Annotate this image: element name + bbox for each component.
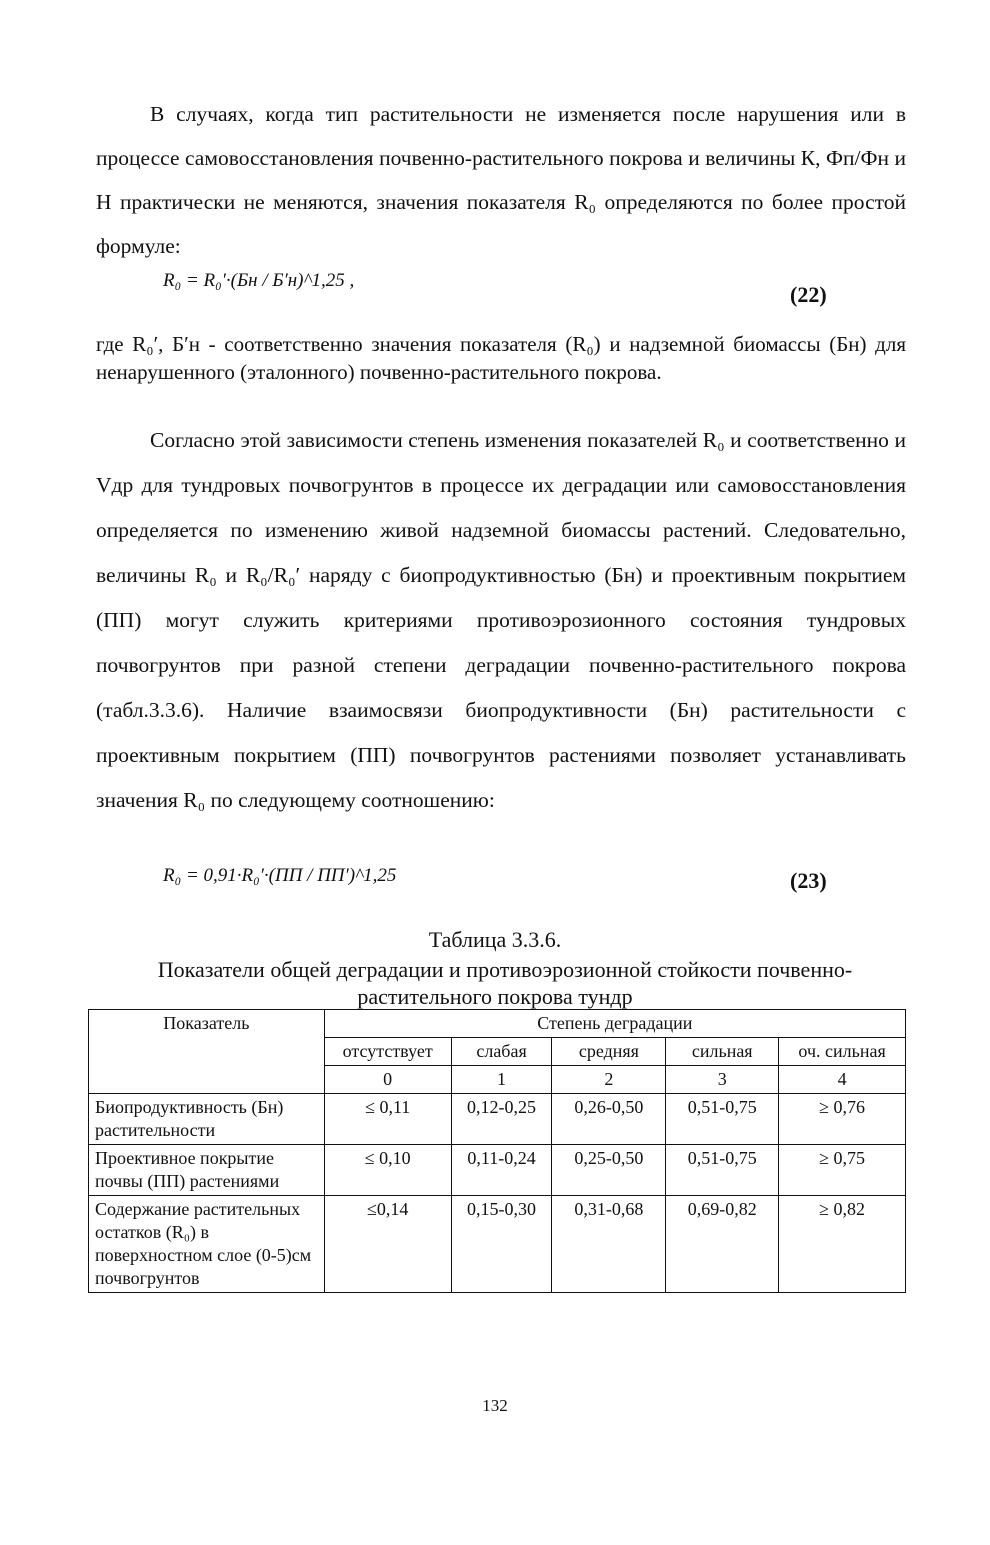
table-cell: ≥ 0,76 [779, 1094, 906, 1145]
row-label: Проективное покрытие почвы (ПП) растениями [89, 1145, 325, 1196]
formula-23-number: (23) [790, 868, 827, 893]
formula-22: R₀ = R₀′·(Бн / Б′н)^1,25 , [163, 270, 355, 291]
table-cell: ≥ 0,82 [779, 1196, 906, 1293]
degree-code: 2 [552, 1066, 666, 1094]
table-cell: 0,51-0,75 [666, 1094, 779, 1145]
table-row [89, 1145, 906, 1196]
page-number: 132 [482, 1396, 508, 1415]
table-title-line2: растительного покрова тундр [357, 984, 633, 1009]
table-cell: ≤0,14 [324, 1196, 451, 1293]
table-row [89, 1094, 906, 1145]
degradation-table [88, 1009, 906, 1293]
paragraph-intro: В случаях, когда тип растительности не изменяется после нарушения или в процессе самовосстановления почвенно-растительного покрова и величины К, Фп/Фн и Н практически не меняются, значения показателя R₀ определяются по более простой формуле: [96, 102, 906, 258]
row-label: Биопродуктивность (Бн) растительности [89, 1094, 325, 1145]
table-cell: ≥ 0,75 [779, 1145, 906, 1196]
paragraph-dependency: Согласно этой зависимости степень изменения показателей R₀ и соответственно и Vдр для тундровых почвогрунтов в процессе их деградации или самовосстановления определяется по изменению живой надземной биомассы растений. Следовательно, величины R₀ и R₀/R₀′ наряду с биопродуктивностью (Бн) и проективным покрытием (ПП) могут служить критериями противоэрозионного состояния тундровых почвогрунтов при разной степени деградации почвенно-растительного покрова (табл.3.3.6). Наличие взаимосвязи биопродуктивности (Бн) растительности с проективным покрытием (ПП) почвогрунтов растениями позволяет устанавливать значения R₀ по следующему соотношению: [96, 428, 906, 812]
formula-22-number: (22) [790, 282, 827, 307]
table-row [89, 1196, 906, 1293]
table-header-row [89, 1010, 906, 1038]
row-label: Содержание растительных остатков (R₀) в поверхностном слое (0-5)см почвогрунтов [89, 1196, 325, 1293]
degree-code: 1 [451, 1066, 552, 1094]
table-title-line1: Показатели общей деградации и противоэрозионной стойкости почвенно- [157, 957, 853, 982]
table-cell: 0,25-0,50 [552, 1145, 666, 1196]
degree-code: 4 [779, 1066, 906, 1094]
table-cell: 0,15-0,30 [451, 1196, 552, 1293]
table-cell: 0,31-0,68 [552, 1196, 666, 1293]
degree-name: средняя [552, 1038, 666, 1066]
degree-name: оч. сильная [779, 1038, 906, 1066]
degree-name: слабая [451, 1038, 552, 1066]
header-degree: Степень деградации [324, 1010, 905, 1038]
table-cell: 0,26-0,50 [552, 1094, 666, 1145]
table-cell: ≤ 0,11 [324, 1094, 451, 1145]
formula-23: R₀ = 0,91·R₀′·(ПП / ПП′)^1,25 [163, 865, 397, 886]
table-number: Таблица 3.3.6. [428, 927, 562, 952]
degree-name: отсутствует [324, 1038, 451, 1066]
table-cell: 0,51-0,75 [666, 1145, 779, 1196]
degree-code: 0 [324, 1066, 451, 1094]
table-cell: ≤ 0,10 [324, 1145, 451, 1196]
table-cell: 0,69-0,82 [666, 1196, 779, 1293]
degree-name: сильная [666, 1038, 779, 1066]
degree-code: 3 [666, 1066, 779, 1094]
table-cell: 0,11-0,24 [451, 1145, 552, 1196]
header-indicator: Показатель [89, 1010, 325, 1094]
paragraph-definitions: где R₀′, Б′н - соответственно значения показателя (R₀) и надземной биомассы (Бн) для ненарушенного (эталонного) почвенно-растительного покрова. [96, 332, 906, 384]
table-cell: 0,12-0,25 [451, 1094, 552, 1145]
